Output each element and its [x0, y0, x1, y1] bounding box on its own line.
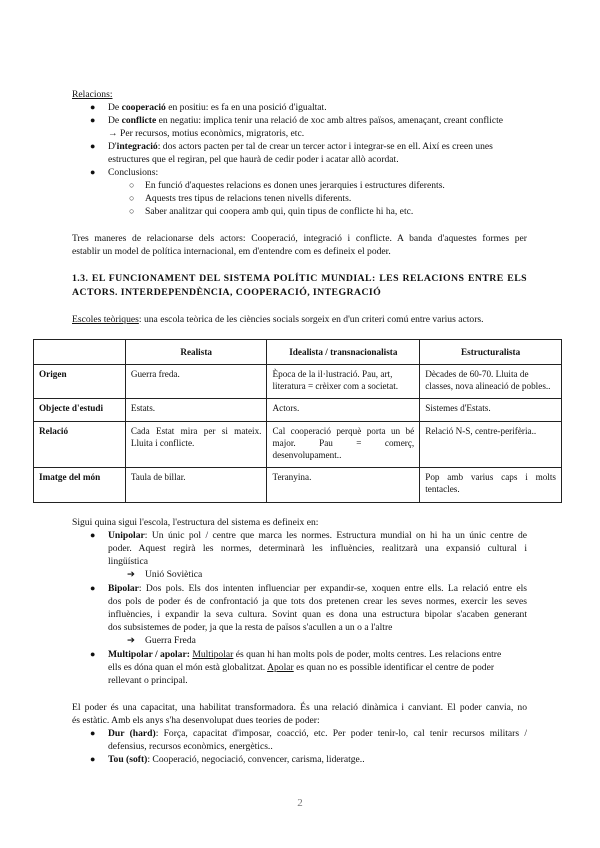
- table-cell: Taula de billar.: [125, 468, 267, 503]
- multipolar-line2: ells es dóna quan el món està globalitzat. Apolar es quan no es possible identificar el centre de poder: [108, 662, 495, 673]
- bullet-icon: ●: [90, 115, 96, 125]
- circle-bullet-icon: ○: [129, 193, 135, 203]
- relacions-item-conflicte: De conflicte en negatiu: implica tenir una relació de xoc amb altres països, amenaçant, creant conflicte: [108, 115, 504, 126]
- table-cell: Cal cooperació perquè porta un bé major. Pau = comerç, desenvolupament..: [267, 422, 420, 468]
- paragraph-maneres-line2: establir un model de política internacional, em d'entendre com es defineix el poder.: [72, 246, 391, 257]
- conclusion-item: Saber analitzar qui coopera amb qui, quin tipus de conflicte hi ha, etc.: [145, 206, 414, 217]
- table-cell: Sistemes d'Estats.: [420, 399, 562, 422]
- table-cell: Estats.: [125, 399, 267, 422]
- bullet-icon: ●: [90, 754, 96, 764]
- bullet-icon: ●: [90, 583, 96, 593]
- table-row: [34, 365, 562, 399]
- table-cell: Guerra freda.: [125, 365, 267, 399]
- table-row-label: Objecte d'estudi: [34, 399, 126, 422]
- conclusion-item: En funció d'aquestes relacions es donen unes jerarquies i estructures diferents.: [145, 180, 445, 191]
- table-cell: Relació N-S, centre-perifèria..: [420, 422, 562, 468]
- unipolar-line2: poder. Aquest regirà les normes, determinarà les influències, realitzarà una expansió cultural i: [108, 543, 527, 554]
- bullet-icon: ●: [90, 102, 96, 112]
- poder-dur-line2: defensius, recursos econòmics, energètics..: [108, 741, 273, 752]
- table-row-label: Origen: [34, 365, 126, 399]
- table-cell: Època de la il·lustració. Pau, art, literatura = crèixer com a societat.: [267, 365, 420, 399]
- poder-line2: és estàtic. Amb els anys s'ha desenvolupat dues teories de poder:: [72, 715, 320, 726]
- paragraph-maneres-line1: Tres maneres de relacionarse dels actors: Cooperació, integració i conflicte. A banda d'aquestes formes per: [72, 233, 527, 244]
- comparison-table: [33, 339, 562, 503]
- multipolar-line1: Multipolar / apolar: Multipolar és quan hi han molts pols de poder, molts centres. Les relacions entre: [108, 649, 502, 660]
- bipolar-line1: Bipolar: Dos pols. Els dos intenten influenciar per expandir-se, xoquen entre ells. La relació entre els: [108, 583, 527, 594]
- poder-line1: El poder és una capacitat, una habilitat transformadora. És una relació dinàmica i canviant. El poder canvia, no: [72, 702, 527, 713]
- table-row-label: Imatge del món: [34, 468, 126, 503]
- bullet-icon: ●: [90, 141, 96, 151]
- bipolar-line2: dos pols de poder és de confrontació ja que tots dos pretenen crear les seves normes, exercir les seves: [108, 596, 527, 607]
- table-cell: Pop amb varius caps i molts tentacles.: [420, 468, 562, 503]
- poder-dur-line1: Dur (hard): Força, capacitat d'imposar, coacció, etc. Per poder tenir-lo, cal tenir recursos militars /: [108, 728, 527, 739]
- table-row: [34, 468, 562, 503]
- table-cell: Actors.: [267, 399, 420, 422]
- bipolar-example: Guerra Freda: [145, 635, 196, 646]
- section-heading: 1.3. EL FUNCIONAMENT DEL SISTEMA POLÍTIC MUNDIAL: LES RELACIONS ENTRE ELS: [72, 273, 527, 284]
- relacions-conclusions: Conclusions:: [108, 167, 159, 178]
- bullet-icon: ●: [90, 167, 96, 177]
- relacions-item-integracio-line2: estructures que el regiran, pel que haurà de cedir poder i acatar allò acordat.: [108, 154, 399, 165]
- unipolar-example: Unió Soviètica: [145, 569, 203, 580]
- section-heading-line2: ACTORS. INTERDEPENDÈNCIA, COOPERACIÓ, INTEGRACIÓ: [72, 287, 382, 298]
- table-row: [34, 422, 562, 468]
- arrow-right-icon: ➔: [127, 635, 136, 646]
- table-header-cell: Realista: [125, 340, 267, 365]
- table-header-cell: Idealista / transnacionalista: [267, 340, 420, 365]
- relacions-item-conflicte-line2: → Per recursos, motius econòmics, migratoris, etc.: [108, 128, 305, 139]
- arrow-right-icon: ➔: [127, 569, 136, 580]
- bullet-icon: ●: [90, 649, 96, 659]
- conclusion-item: Aquests tres tipus de relacions tenen nivells diferents.: [145, 193, 352, 204]
- sistema-intro: Sigui quina sigui l'escola, l'estructura del sistema es defineix en:: [72, 517, 319, 528]
- table-header-cell: [34, 340, 126, 365]
- table-header-row: [34, 340, 562, 365]
- bullet-icon: ●: [90, 530, 96, 540]
- circle-bullet-icon: ○: [129, 206, 135, 216]
- relacions-item-cooperacio: De cooperació en positiu: es fa en una posició d'igualtat.: [108, 102, 327, 113]
- relacions-item-integracio: D'integració: dos actors pacten per tal de crear un tercer actor i integrar-se en ell. Així es creen unes: [108, 141, 493, 152]
- bipolar-line4: dos subsistemes de poder, ja que la resta de països s'acullen a un o a l'altre: [108, 622, 393, 633]
- bipolar-line3: influències, i expandir la seva cultura. Sovint quan es dona una estructura bipolar s'acaben generant: [108, 609, 527, 620]
- circle-bullet-icon: ○: [129, 180, 135, 190]
- page-number: 2: [297, 797, 303, 809]
- poder-tou-line1: Tou (soft): Cooperació, negociació, convencer, carisma, lideratge..: [108, 754, 365, 765]
- unipolar-line3: lingüística: [108, 556, 148, 567]
- escoles-teoriques: Escoles teòriques: una escola teòrica de les ciències socials sorgeix en d'un criteri comú entre varius actors.: [72, 314, 484, 325]
- table-row-label: Relació: [34, 422, 126, 468]
- unipolar-line1: Unipolar: Un únic pol / centre que marca les normes. Estructura mundial on hi ha un únic centre de: [108, 530, 527, 541]
- multipolar-line3: rellevant o principal.: [108, 675, 188, 686]
- table-cell: Dècades de 60-70. Lluita de classes, nova alineació de pobles..: [420, 365, 562, 399]
- table-cell: Cada Estat mira per si mateix. Lluita i conflicte.: [125, 422, 267, 468]
- bullet-icon: ●: [90, 728, 96, 738]
- table-header-cell: Estructuralista: [420, 340, 562, 365]
- table-cell: Teranyina.: [267, 468, 420, 503]
- relacions-title: Relacions:: [72, 89, 113, 100]
- table-row: [34, 399, 562, 422]
